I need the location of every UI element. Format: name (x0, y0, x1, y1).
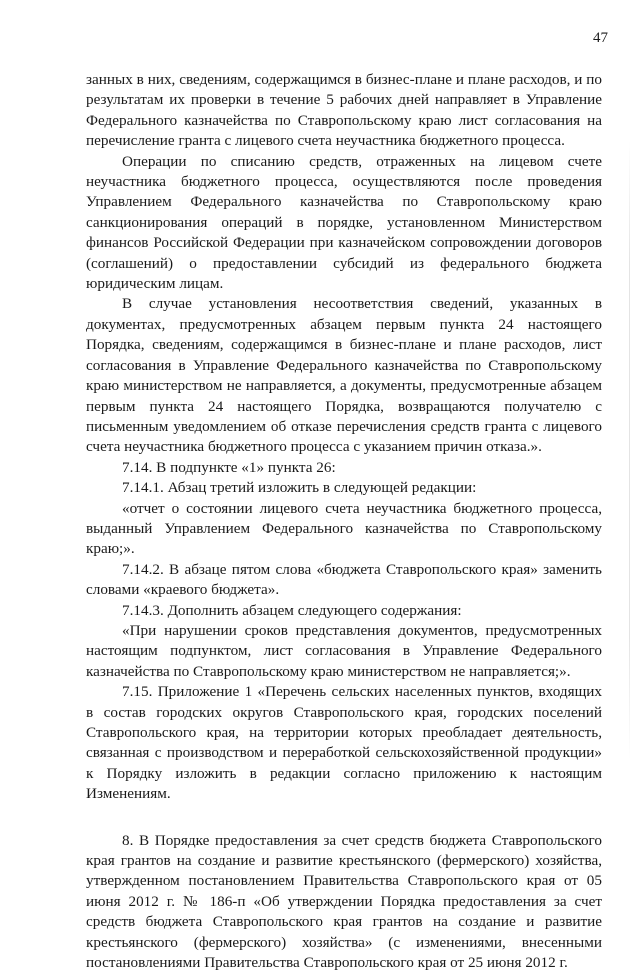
paragraph: «отчет о состоянии лицевого счета неучастника бюджетного процесса, выданный Управлением Федерального казначейства по Ставропольскому краю;». (86, 499, 602, 558)
document-body (86, 70, 602, 973)
paragraph: 7.14.2. В абзаце пятом слова «бюджета Ставропольского края» заменить словами «краевого бюджета». (86, 560, 602, 599)
paragraph: «При нарушении сроков представления документов, предусмотренных настоящим подпунктом, лист согласования в Управление Федерального казначейства по Ставропольскому краю министерством не направляется;». (86, 621, 602, 680)
scan-edge (629, 140, 630, 760)
page-number: 47 (593, 30, 608, 46)
paragraph: 7.14. В подпункте «1» пункта 26: (122, 458, 336, 476)
paragraph: 7.14.3. Дополнить абзацем следующего содержания: (122, 601, 462, 619)
paragraph: занных в них, сведениям, содержащимся в бизнес-плане и плане расходов, и по результатам их проверки в течение 5 рабочих дней направляет в Управление Федерального казначейства по Ставропольскому краю лист согласования на перечисление гранта с лицевого счета неучастника бюджетного процесса. (86, 71, 602, 150)
paragraph: В случае установления несоответствия сведений, указанных в документах, предусмотренных абзацем первым пункта 24 настоящего Порядка, сведениям, содержащимся в бизнес-плане и плане расходов, лист согласования в Управление Федерального казначейства по Ставропольскому краю министерством не направляется, а документы, предусмотренные абзацем первым пункта 24 настоящего Порядка, возвращаются получателю с письменным уведомлением об отказе перечисления средств гранта с лицевого счета неучастника бюджетного процесса с указанием причин отказа.». (86, 295, 602, 456)
paragraph: Операции по списанию средств, отраженных на лицевом счете неучастника бюджетного процесса, осуществляются после проведения Управлением Федерального казначейства по Ставропольскому краю санкционирования операций в порядке, установленном Министерством финансов Российской Федерации при казначейском сопровождении договоров (соглашений) о предоставлении субсидий из федерального бюджета юридическим лицам. (86, 152, 602, 293)
paragraph: 7.14.1. Абзац третий изложить в следующей редакции: (122, 479, 477, 497)
paragraph: 7.15. Приложение 1 «Перечень сельских населенных пунктов, входящих в состав городских округов Ставропольского края, городских поселений Ставропольского края, на территории которых преобладает деятельность, связанная с производством и переработкой сельскохозяйственной продукции» к Порядку изложить в редакции согласно приложению к настоящим Изменениям. (86, 683, 602, 803)
paragraph: 8. В Порядке предоставления за счет средств бюджета Ставропольского края грантов на создание и развитие крестьянского (фермерского) хозяйства, утвержденном постановлением Правительства Ставропольского края от 05 июня 2012 г. № 186-п «Об утверждении Порядка предоставления за счет средств бюджета Ставропольского края грантов на создание и развитие крестьянского (фермерского) хозяйства» (с изменениями, внесенными постановлениями Правительства Ставропольского края от 25 июня 2012 г. (86, 831, 602, 972)
